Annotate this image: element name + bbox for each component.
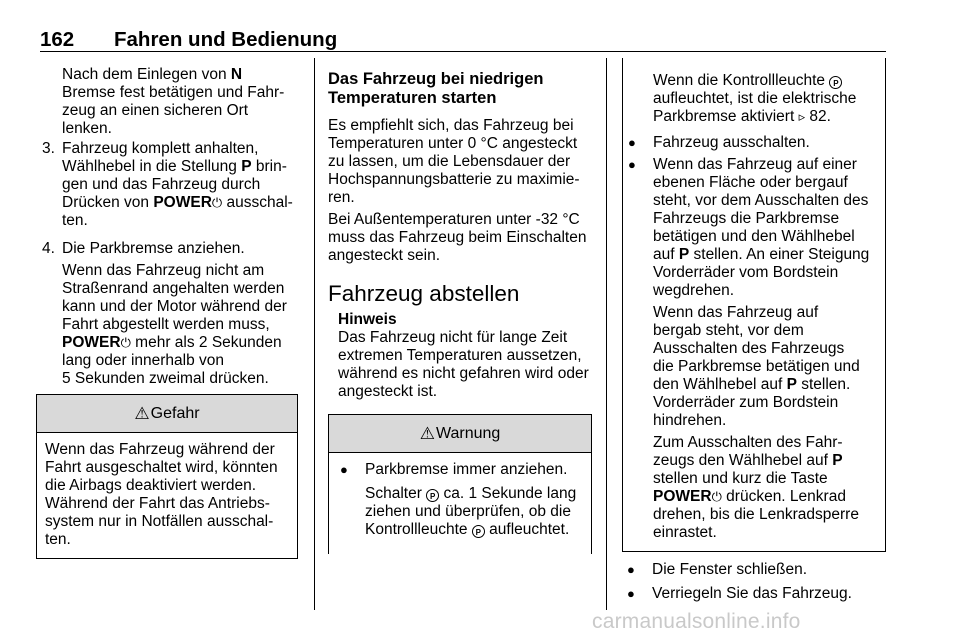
watermark: carmanualsonline.info	[592, 610, 801, 633]
text-run: zeug an einen sicheren Ort	[62, 102, 249, 119]
text-run: Zum Ausschalten des Fahr-	[653, 434, 843, 451]
column-divider	[606, 58, 607, 610]
text-run: ten.	[62, 212, 88, 229]
text-run: Fahrzeugs die Parkbremse	[653, 210, 840, 227]
text-run: stellen.	[796, 376, 851, 393]
bullet-dot: ●	[628, 135, 636, 150]
bold-term: P	[678, 246, 690, 263]
paragraph	[328, 117, 596, 207]
text-run: betätigen und den Wählhebel	[653, 228, 855, 245]
col1-intro	[62, 66, 302, 138]
text-run: Bei Außentemperaturen unter -32 °C	[328, 211, 580, 228]
text-run: Drücken von	[62, 194, 154, 211]
text-run: zu lassen, um die Lebensdauer der	[328, 153, 571, 170]
step-text: Die Parkbremse anziehen.	[62, 240, 245, 257]
note-text	[328, 329, 596, 401]
section-heading	[328, 70, 596, 108]
text-run: extremen Temperaturen aussetzen,	[338, 347, 582, 364]
col2	[328, 70, 596, 401]
box-content	[623, 58, 885, 126]
text-run: mehr als 2 Sekunden	[130, 334, 282, 351]
text-run: Das Fahrzeug nicht für lange Zeit	[338, 329, 568, 346]
text-run: die Parkbremse betätigen und	[653, 358, 860, 375]
text-run: Fahrt ausgeschaltet wird, könnten	[45, 459, 278, 476]
warning-header	[329, 415, 591, 453]
text-run: den Wählhebel auf	[653, 376, 787, 393]
text-run: Fahrt abgestellt werden muss,	[62, 316, 270, 333]
bullet-text	[653, 304, 885, 430]
bullet-text	[653, 434, 885, 542]
text-run: steht, vor dem Ausschalten des	[653, 192, 869, 209]
text-run: 5 Sekunden zweimal drücken.	[62, 370, 269, 387]
text-run: Fahrzeug komplett anhalten,	[62, 140, 259, 157]
text-run: angesteckt sein.	[328, 247, 441, 264]
text-run: Parkbremse aktiviert	[653, 108, 799, 125]
column-divider	[314, 58, 315, 610]
text-run: gen und das Fahrzeug durch	[62, 176, 261, 193]
text-run: Straßenrand angehalten werden	[62, 280, 285, 297]
step-3	[40, 140, 310, 230]
bullet-text: Fahrzeug ausschalten.	[653, 134, 810, 151]
text-run: ren.	[328, 189, 355, 206]
text-run: bergab steht, vor dem	[653, 322, 804, 339]
text-run: drehen, bis die Lenkradsperre	[653, 506, 859, 523]
text-run: ausschal-	[222, 194, 293, 211]
list-item	[623, 134, 885, 152]
warning-text	[365, 485, 591, 539]
text-run: muss das Fahrzeug beim Einschalten	[328, 229, 587, 246]
step-number: 4.	[42, 240, 55, 257]
bullet-text: Die Fenster schließen.	[652, 561, 808, 578]
text-run: Kontrollleuchte	[365, 521, 472, 538]
text-run: 82.	[805, 108, 831, 125]
continued-box	[622, 58, 886, 552]
danger-body	[37, 433, 297, 549]
parking-brake-lamp-icon: P	[426, 489, 439, 502]
text-run: Hochspannungsbatterie zu maximie-	[328, 171, 580, 188]
danger-text	[45, 441, 297, 549]
bullet-text: Verriegeln Sie das Fahrzeug.	[652, 585, 852, 602]
bold-term: P	[832, 452, 843, 469]
warning-box	[328, 414, 592, 554]
list-item	[622, 561, 886, 579]
text-run: lenken.	[62, 120, 112, 137]
text-run: lang oder innerhalb von	[62, 352, 225, 369]
text-run: Wenn das Fahrzeug nicht am	[62, 262, 265, 279]
text-run: Wenn das Fahrzeug während der	[45, 441, 275, 458]
page-header	[40, 28, 337, 52]
text-run: ten.	[45, 531, 71, 548]
chapter-title: Fahren und Bedienung	[114, 28, 338, 51]
text-run: Es empfiehlt sich, das Fahrzeug bei	[328, 117, 574, 134]
text-run: einrastet.	[653, 524, 717, 541]
bullet-list	[622, 561, 886, 603]
text-run: stellen. An einer Steigung	[689, 246, 870, 263]
text-run: Temperaturen starten	[328, 89, 497, 107]
warning-triangle-icon: ⚠	[134, 403, 150, 423]
text-run: die Airbags deaktiviert werden.	[45, 477, 257, 494]
text-run: aufleuchtet, ist die elektrische	[653, 90, 857, 107]
list-item	[623, 156, 885, 542]
text-run: system nur in Notfällen ausschal-	[45, 513, 274, 530]
parking-brake-lamp-icon: P	[472, 525, 485, 538]
text-run: auf	[653, 246, 679, 263]
text-run: angesteckt ist.	[338, 383, 438, 400]
page-reference-arrow-icon: ▹	[798, 109, 806, 124]
text-run: Wenn das Fahrzeug auf einer	[653, 156, 857, 173]
bold-term: N	[230, 66, 243, 83]
bold-term: P	[786, 376, 797, 393]
warning-triangle-icon: ⚠	[419, 423, 435, 443]
page-number: 162	[40, 28, 75, 51]
text-run: aufleuchtet.	[484, 521, 570, 538]
text-run: zeugs den Wählhebel auf	[653, 452, 833, 469]
bullet-text: Parkbremse immer anziehen.	[365, 461, 568, 478]
danger-title: Gefahr	[150, 404, 200, 422]
list-item	[622, 585, 886, 603]
list-item	[335, 461, 591, 479]
bullet-dot: ●	[628, 157, 636, 172]
power-icon: ⏻	[711, 489, 722, 504]
power-icon: ⏻	[120, 335, 131, 350]
text-run: Das Fahrzeug bei niedrigen	[328, 70, 544, 88]
step-text	[62, 140, 310, 230]
paragraph	[328, 211, 596, 265]
step-4	[40, 240, 310, 388]
note-title: Hinweis	[338, 311, 397, 328]
bold-term: P	[241, 158, 252, 175]
bullet-dot: ●	[627, 562, 635, 577]
text-run: ebenen Fläche oder bergauf	[653, 174, 848, 191]
text-run: drücken. Lenkrad	[721, 488, 846, 505]
header-rule	[40, 51, 886, 52]
step-detail	[62, 262, 310, 388]
text-run: Wenn die Kontrollleuchte	[653, 72, 830, 89]
bold-term: POWER	[653, 488, 712, 505]
text-run: Ausschalten des Fahrzeugs	[653, 340, 845, 357]
bullet-dot: ●	[340, 462, 348, 477]
bold-term: POWER	[153, 194, 212, 211]
text-run: stellen und kurz die Taste	[653, 470, 828, 487]
warning-title: Warnung	[435, 424, 501, 442]
text-run: ca. 1 Sekunde lang	[439, 485, 577, 502]
text-run: brin-	[251, 158, 287, 175]
intro-text	[62, 66, 302, 138]
text-run: wegdrehen.	[653, 282, 735, 299]
power-icon: ⏻	[211, 195, 223, 210]
text-run: Schalter	[365, 485, 427, 502]
text-run: hindrehen.	[653, 412, 727, 429]
text-run: Wenn das Fahrzeug auf	[653, 304, 819, 321]
bullet-dot: ●	[627, 586, 635, 601]
text-run: Temperaturen unter 0 °C angesteckt	[328, 135, 578, 152]
section-title: Fahrzeug abstellen	[328, 281, 520, 306]
bullet-text	[653, 156, 885, 300]
danger-header	[37, 395, 297, 433]
text-run: Bremse fest betätigen und Fahr-	[62, 84, 285, 101]
text-run: Während der Fahrt das Antriebs-	[45, 495, 270, 512]
danger-box	[36, 394, 298, 559]
text-run: Vorderräder vom Bordstein	[653, 264, 839, 281]
bold-term: POWER	[62, 334, 121, 351]
warning-body	[329, 453, 591, 539]
text-run: ziehen und überprüfen, ob die	[365, 503, 571, 520]
text-run: während es nicht gefahren wird oder	[338, 365, 589, 382]
parking-brake-lamp-icon: P	[829, 76, 842, 89]
text-run: kann und der Motor während der	[62, 298, 287, 315]
step-number: 3.	[42, 140, 55, 157]
text-run: Wählhebel in die Stellung	[62, 158, 242, 175]
bullet-list	[623, 126, 885, 542]
text-run: Vorderräder zum Bordstein	[653, 394, 839, 411]
paragraph	[653, 72, 885, 126]
text-run: Nach dem Einlegen von	[62, 66, 231, 83]
